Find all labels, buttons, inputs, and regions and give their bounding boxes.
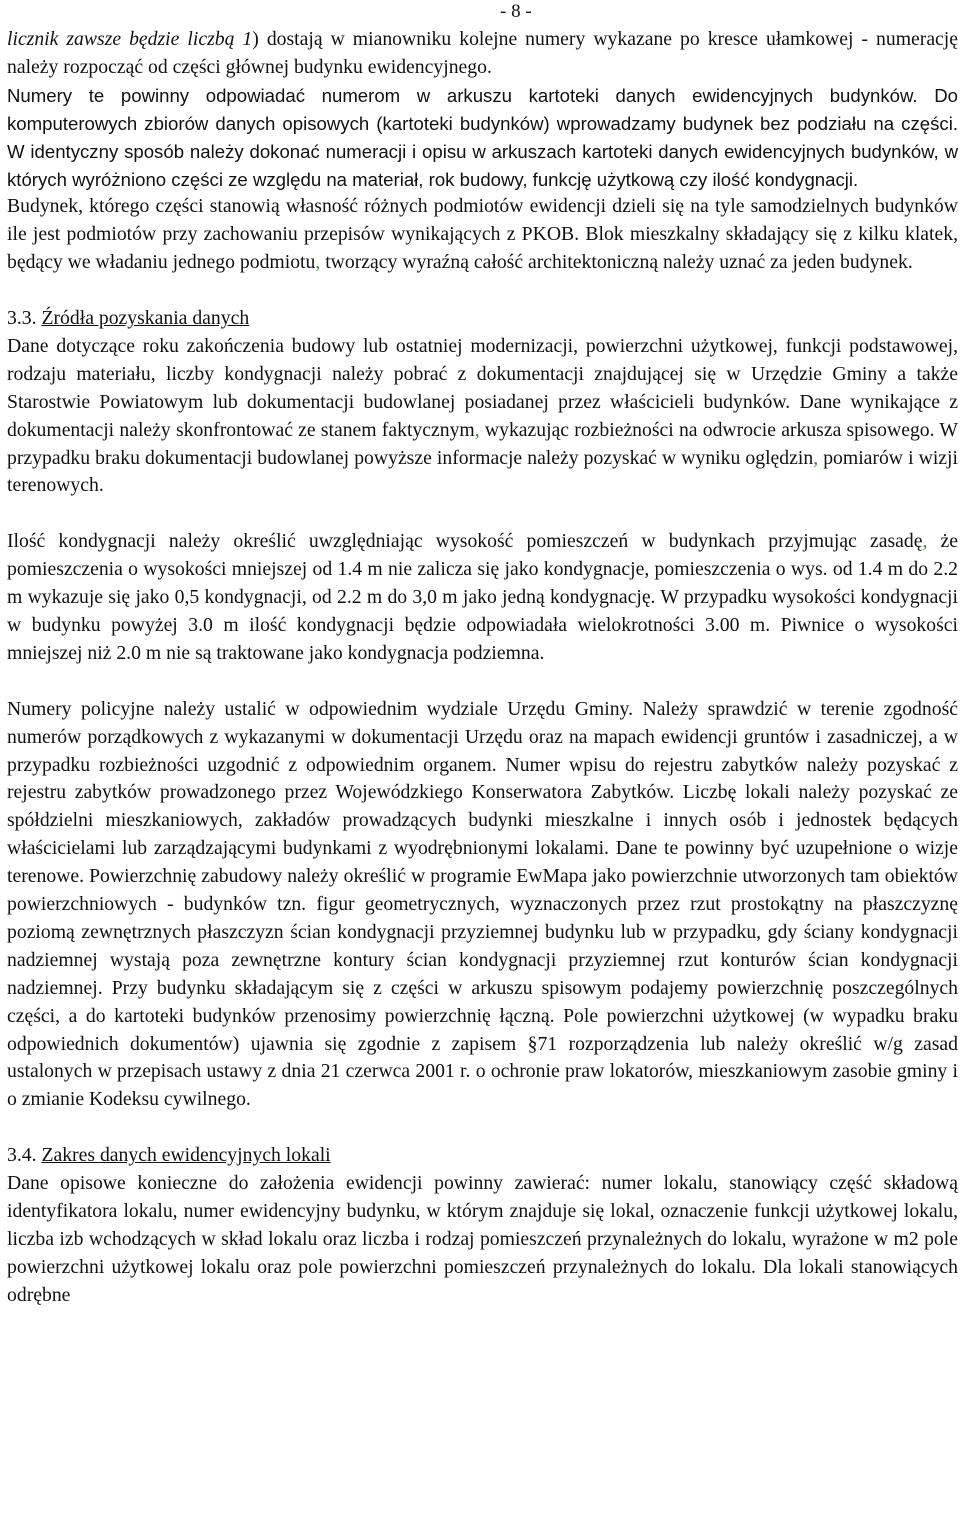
paragraph-text: Budynek, którego części stanowią własność różnych podmiotów ewidencji dzieli się na tyle samodzielnych budynków ile jest podmiotów przy zachowaniu przepisów wynikających z PKOB. Blok mieszkalny składający się z kilku klatek, będący we władaniu jednego podmiotu [7,195,958,274]
paragraph-text: Ilość kondygnacji należy określić uwzględniając wysokość pomieszczeń w budynkach przyjmując zasadę [7,530,923,553]
italic-lead-text: licznik zawsze będzie liczbą 1 [7,28,253,50]
spacer [7,1114,958,1142]
highlighted-comma: , [474,418,480,441]
highlighted-comma: , [813,446,819,469]
paragraph-continuation [7,26,958,82]
paragraph-text: wykazując rozbieżności na odwrocie arkusza spisowego. W przypadku braku dokumentacji budowlanej powyższe informacje należy pozyskać w wyniku oględzin [7,418,959,469]
highlighted-comma: , [315,251,321,274]
paragraph-text: że pomieszczenia o wysokości mniejszej od 1.4 m nie zalicza się jako kondygnacje, pomieszczenia o wys. od 1.4 m do 2.2 m wykazuje się jako 0,5 kondygnacji, od 2.2 m do 3,0 m jako jedną kondygnację. W przypadku wysokości kondygnacji w budynku powyżej 3.0 m ilość kondygnacji będzie odpowiadała wielokrotności 3.00 m. Piwnice o wysokości mniejszej niż 2.0 m nie są traktowane jako kondygnacja podziemna. [7,530,958,664]
paragraph-house-numbers: Numery policyjne należy ustalić w odpowiednim wydziale Urzędu Gminy. Należy sprawdzić w terenie zgodność numerów porządkowych z wykazanymi w dokumentacji Urzędu oraz na mapach ewidencji gruntów i zasadniczej, a w przypadku rozbieżności uzgodnić z odpowiednim organem. Numer wpisu do rejestru zabytków należy pozyskać z rejestru zabytków prowadzonego przez Wojewódzkiego Konserwatora Zabytków. Liczbę lokali należy pozyskać ze spółdzielni mieszkaniowych, zakładów prowadzących budynki mieszkalne i innych osób i jednostek będących właścicielami lub zarządzającymi budynkami z wyodrębnionymi lokalami. Dane te powinny być uzupełnione o wizje terenowe. Powierzchnię zabudowy należy określić w programie EwMapa jako powierzchnie utworzonych tam obiektów powierzchniowych - budynków tzn. figur geometrycznych, wyznaczonych przez rzut prostokątny na płaszczyznę poziomą zewnętrznych płaszczyzn ścian kondygnacji przyziemnej budynku lub w przypadku, gdy ściany kondygnacji nadziemnej wystają poza zewnętrzne kontury ścian kondygnacji przyziemnej rzut konturów ścian kondygnacji nadziemnej. Przy budynku składającym się z części w arkuszu spisowym podajemy powierzchnię poszczególnych części, a do kartoteki budynków przenosimy powierzchnię łączną. Pole powierzchni użytkowej (w wypadku braku odpowiednich dokumentów) ujawnia się zgodnie z zapisem §71 rozporządzenia lub należy określić w/g zasad ustalonych w przepisach ustawy z dnia 21 czerwca 2001 r. o ochronie praw lokatorów, mieszkaniowym zasobie gminy i o zmianie Kodeksu cywilnego. [7,697,958,1111]
section-title: Zakres danych ewidencyjnych lokali [41,1144,331,1167]
page-number: - 8 - [500,1,532,22]
spacer [7,277,958,305]
section-heading-3-4 [7,1142,958,1170]
paragraph-numbering: Numery te powinny odpowiadać numerom w arkuszu kartoteki danych ewidencyjnych budynków. Do komputerowych zbiorów danych opisowych (kartoteki budynków) wprowadzamy budynek bez podziału na części. W identyczny sposób należy dokonać numeracji i opisu w arkuszach kartoteki danych ewidencyjnych budynków, w których wyróżniono części ze względu na materiał, rok budowy, funkcję użytkową czy ilość kondygnacji. [7,84,958,190]
paragraph-text: tworzący wyraźną całość architektoniczną należy uznać za jeden budynek. [320,251,913,274]
section-number: 3.3. [7,307,42,330]
paragraph-premises-data: Dane opisowe konieczne do założenia ewidencji powinny zawierać: numer lokalu, stanowiący część składową identyfikatora lokalu, numer ewidencyjny budynku, w którym znajduje się lokal, oznaczenie funkcji użytkowej lokalu, liczba izb wchodzących w skład lokalu oraz liczba i rodzaj pomieszczeń przynależnych do lokalu, wyrażone w m2 pole powierzchni użytkowej lokalu oraz pole powierzchni pomieszczeń przynależnych do lokalu. Dla lokali stanowiących odrębne [7,1172,958,1306]
paragraph-data-sources [7,333,958,500]
paragraph-storeys [7,528,958,668]
section-title: Źródła pozyskania danych [41,307,250,330]
section-heading-3-3 [7,305,958,333]
section-number: 3.4. [7,1144,42,1167]
spacer [7,668,958,696]
paragraph-text: pomiarów i wizji terenowych. [7,446,958,497]
paragraph-ownership [7,193,958,277]
paragraph-text: Dane dotyczące roku zakończenia budowy lub ostatniej modernizacji, powierzchni użytkowej, funkcji podstawowej, rodzaju materiału, liczby kondygnacji należy pobrać z dokumentacji znajdującej się w Urzędzie Gminy a także Starostwie Powiatowym lub dokumentacji budowlanej posiadanej przez właścicieli budynków. Dane wynikające z dokumentacji należy skonfrontować ze stanem faktycznym [7,334,958,441]
page-content [7,26,958,1310]
paragraph-text: ) dostają w mianowniku kolejne numery wykazane po kresce ułamkowej - numerację należy rozpocząć od części głównej budynku ewidencyjnego. [7,28,958,78]
spacer [7,500,958,528]
highlighted-comma: , [922,530,928,553]
